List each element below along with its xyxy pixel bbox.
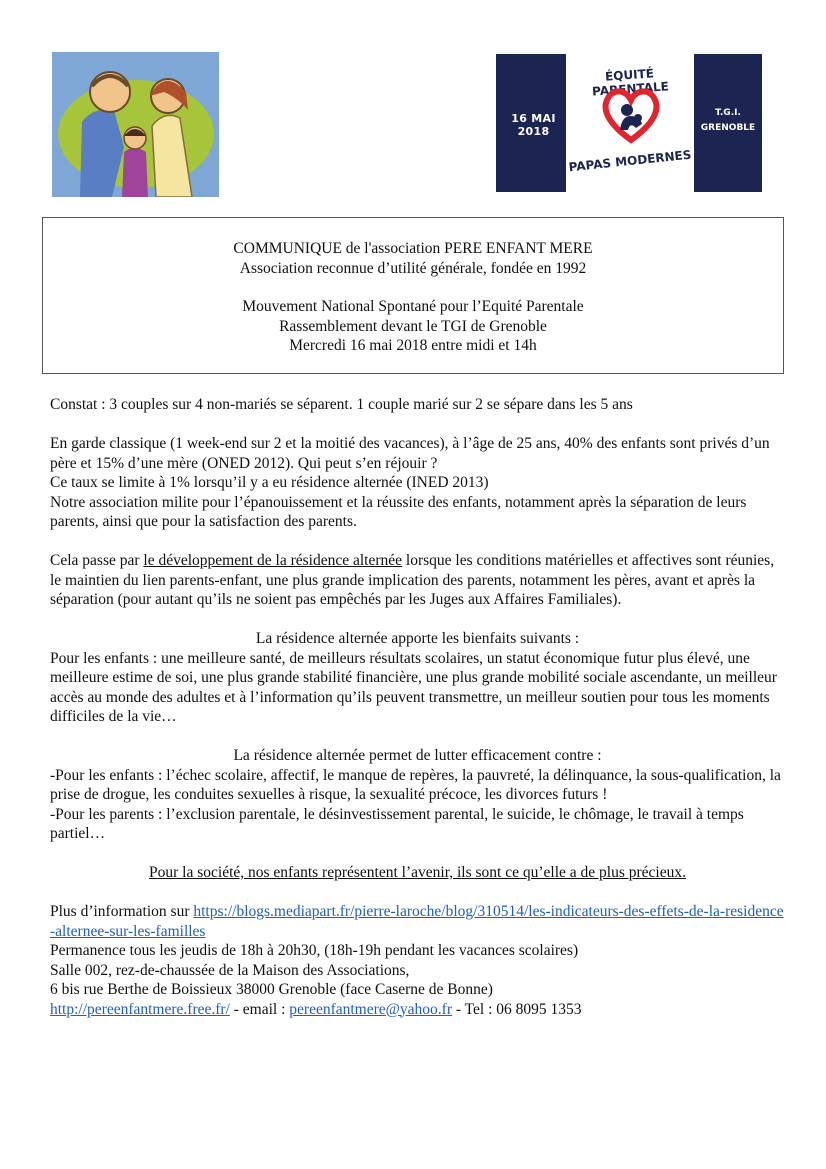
rally-location: Rassemblement devant le TGI de Grenoble [279,317,547,335]
document-body [50,395,785,1019]
phone-number: - Tel : 06 8095 1353 [452,1000,582,1018]
alternate-residence-rate: Ce taux se limite à 1% lorsqu’il y a eu résidence alternée (INED 2013) [50,474,489,491]
street-address: 6 bis rue Berthe de Boissieux 38000 Grenoble (face Caserne de Bonne) [50,981,493,998]
family-logo-image [52,52,219,197]
communique-title: COMMUNIQUE de l'association PERE ENFANT MERE [233,240,593,257]
movement-name: Mouvement National Spontané pour l’Equité Parentale [242,298,584,315]
contact-line: http://pereenfantmere.free.fr/ - email : pereenfantmere@yahoo.fr - Tel : 06 8095 1353 [50,1000,582,1018]
email-link[interactable]: pereenfantmere@yahoo.fr [289,1000,453,1018]
fight-heading: La résidence alternée permet de lutter efficacement contre : [233,747,602,764]
banner-location-line2: GRENOBLE [700,123,756,133]
banner-location [694,106,762,136]
mission-paragraph: Notre association milite pour l’épanouissement et la réussite des enfants, notamment après la séparation de leurs parents, ainsi que pour la satisfaction des parents. [50,493,747,530]
more-info: Plus d’information sur https://blogs.mediapart.fr/pierre-laroche/blog/310514/les-indicateurs-des-effets-de-la-residence-alternee-sur-les-familles [50,903,784,940]
benefits-paragraph: Pour les enfants : une meilleure santé, de meilleurs résultats scolaires, un statut économique futur plus élevé, une meilleure estime de soi, une plus grande stabilité financière, une plus grande mobilité sociale ascendante, un meilleur accès au monde des adultes et à l’information qu’ils peuvent transmettre, un meilleur soutien pour tous les moments difficiles de la vie… [50,649,777,725]
underlined-phrase: le développement de la résidence alternée [143,552,403,569]
banner-title-bottom: PAPAS MODERNES [567,147,693,175]
banner-date: 16 MAI 2018 [511,112,556,138]
constat-paragraph: Constat : 3 couples sur 4 non-mariés se séparent. 1 couple marié sur 2 se sépare dans les 5 ans [50,396,633,413]
communique-box [42,217,784,374]
rally-date: Mercredi 16 mai 2018 entre midi et 14h [289,337,537,354]
parents-issues: -Pour les parents : l’exclusion parentale, le désinvestissement parental, le suicide, le chômage, le travail à temps partiel… [50,805,744,842]
society-statement: Pour la société, nos enfants représentent l’avenir, ils sont ce qu’elle a de plus précieux. [149,864,686,881]
permanence-hours: Permanence tous les jeudis de 18h à 20h30, (18h-19h pendant les vacances scolaires) [50,942,579,959]
room-info: Salle 002, rez-de-chaussée de la Maison des Associations, [50,961,410,979]
mediapart-link[interactable]: https://blogs.mediapart.fr/pierre-laroche/blog/310514/les-indicateurs-des-effets-de-la-residence-alternee-sur-les-familles [50,903,784,940]
website-link[interactable]: http://pereenfantmere.free.fr/ [50,1000,230,1018]
benefits-heading: La résidence alternée apporte les bienfaits suivants : [255,630,580,647]
banner-location-line1: T.G.I. [715,108,741,118]
event-banner-image [496,54,762,192]
association-subtitle: Association reconnue d’utilité générale, fondée en 1992 [239,259,587,277]
development-paragraph: Cela passe par le développement de la résidence alternée lorsque les conditions matérielles et affectives sont réunies, le maintien du lien parents-enfant, une plus grande implication des parents, notamment les pères, avant et après la séparation (pour autant qu’ils ne soient pas empêchés par les Juges aux Affaires Familiales). [50,552,775,608]
heart-icon [600,84,662,146]
children-issues: -Pour les enfants : l’échec scolaire, affectif, le manque de repères, la pauvreté, la délinquance, la sous-qualification, la prise de drogue, les conduites sexuelles à risque, la sexualité précoce, les divorces futurs ! [50,766,781,803]
banner-title-top: ÉQUITÉ PARENTALE [591,66,670,99]
statistics-paragraph: En garde classique (1 week-end sur 2 et la moitié des vacances), à l’âge de 25 ans, 40% des enfants sont privés d’un père et 15% d’une mère (ONED 2012). Qui peut s’en réjouir ? [50,435,770,472]
banner-emblem [566,54,694,192]
